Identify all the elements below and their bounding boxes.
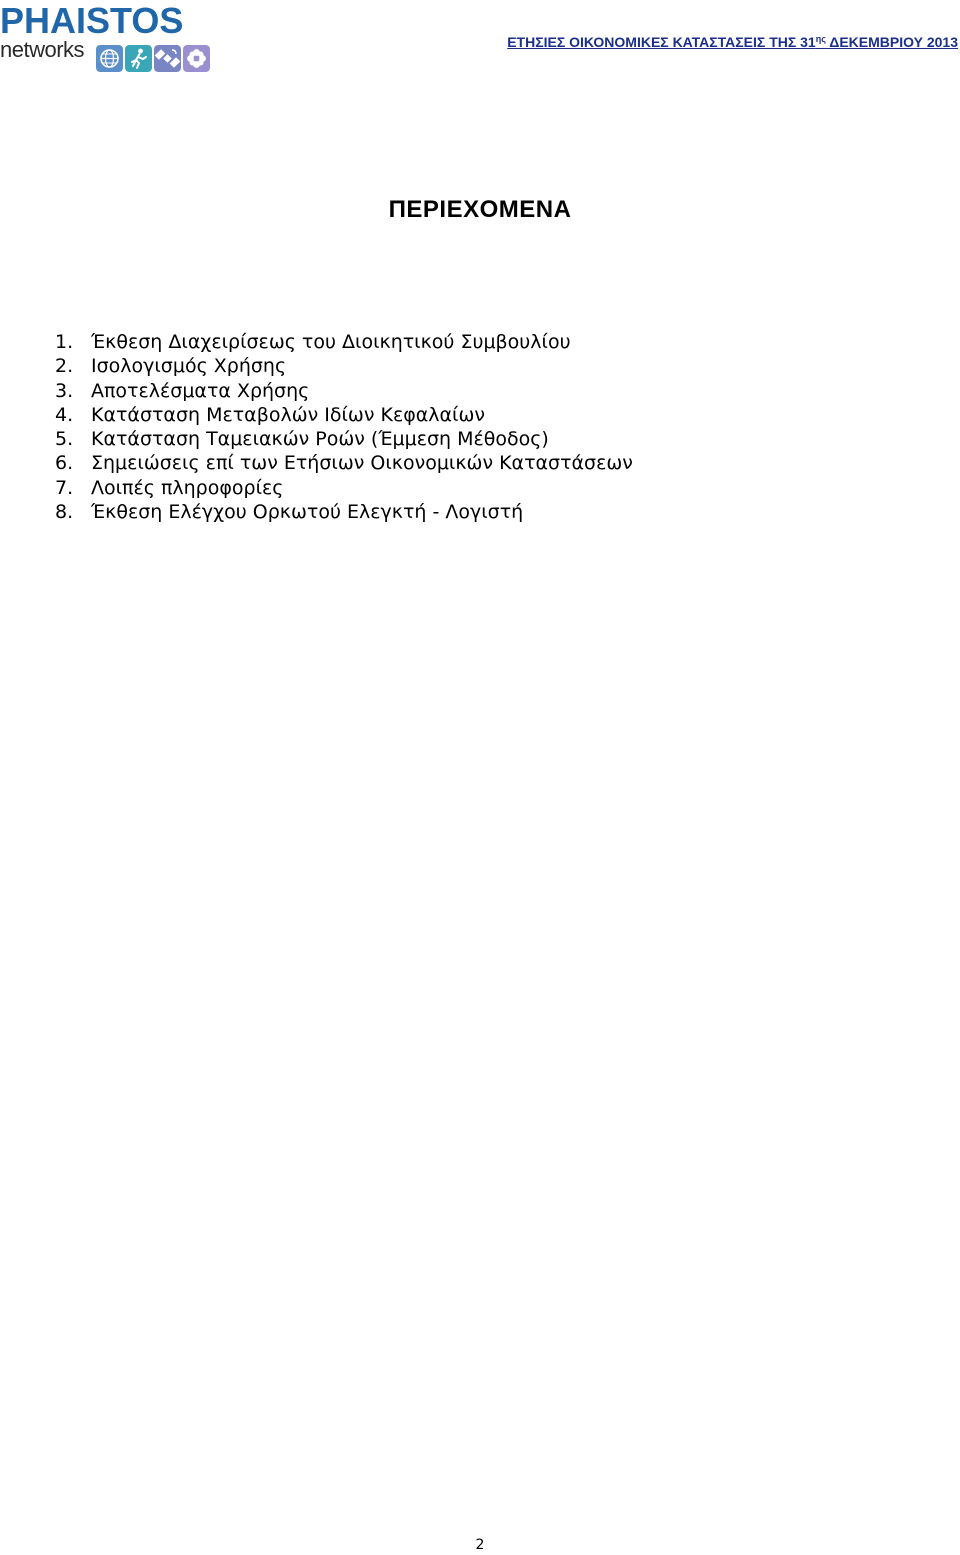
header-title-suffix: ΔΕΚΕΜΒΡΙΟΥ 2013 [825,34,958,50]
toc-item-number: 3. [55,379,74,402]
page-number: 2 [475,1537,485,1553]
toc-item [55,354,633,378]
toc-item-text: Έκθεση Διαχειρίσεως του Διοικητικού Συμβουλίου [91,331,571,353]
toc-item-text: Αποτελέσματα Χρήσης [91,379,310,402]
satellite-icon [154,45,181,72]
toc-item-number: 1. [55,331,74,353]
report-header-title [507,34,958,50]
toc-item-text: Κατάσταση Μεταβολών Ιδίων Κεφαλαίων [91,403,485,426]
header-title-prefix: ΕΤΗΣΙΕΣ ΟΙΚΟΝΟΜΙΚΕΣ ΚΑΤΑΣΤΑΣΕΙΣ ΤΗΣ 31 [507,34,816,50]
flower-icon [183,45,210,72]
toc-item-number: 6. [55,452,74,475]
toc-item [55,403,633,427]
logo-subtitle: networks [0,37,85,62]
toc-item-number: 2. [55,355,74,378]
toc-item [55,330,633,354]
table-of-contents [55,330,633,524]
toc-item-text: Σημειώσεις επί των Ετήσιων Οικονομικών Καταστάσεων [91,452,633,475]
toc-item-number: 4. [55,403,74,426]
phaistos-networks-logo [0,2,216,74]
toc-item [55,379,633,403]
header-title-superscript: ης [815,34,826,44]
toc-item-number: 7. [55,476,74,499]
toc-item-text: Έκθεση Ελέγχου Ορκωτού Ελεγκτή - Λογιστή [91,501,524,524]
runner-icon [125,45,152,72]
toc-item [55,451,633,475]
page-header [0,0,960,80]
toc-item-text: Λοιπές πληροφορίες [91,476,284,499]
toc-item [55,476,633,500]
toc-title: ΠΕΡΙΕΧΟΜΕΝΑ [388,196,572,224]
toc-item [55,427,633,451]
toc-item-text: Ισολογισμός Χρήσης [91,355,287,378]
logo-icon-row [96,45,210,73]
toc-item [55,500,633,524]
toc-item-text: Κατάσταση Ταμειακών Ροών (Έμμεση Μέθοδος) [91,428,549,451]
toc-item-number: 5. [55,428,74,451]
globe-icon [96,45,123,72]
toc-item-number: 8. [55,501,74,524]
logo-wordmark: PHAISTOS [0,0,184,41]
